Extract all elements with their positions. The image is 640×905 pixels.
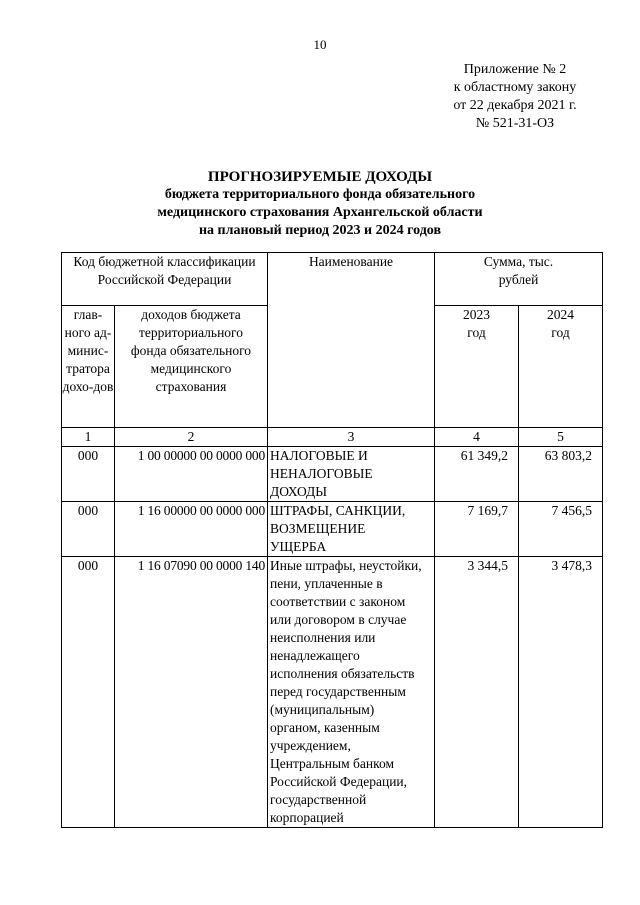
appendix-reference: [440, 61, 590, 133]
header-name: Наименование: [268, 253, 435, 428]
page-number: 10: [313, 37, 327, 52]
value-2024-cell: 7 456,5: [519, 502, 603, 557]
value-2024-cell: 63 803,2: [519, 447, 603, 502]
appendix-line: от 22 декабря 2021 г.: [453, 98, 577, 113]
appendix-line: Приложение № 2: [463, 62, 567, 77]
header-row: [62, 253, 603, 306]
value-2023-cell: 3 344,5: [435, 557, 519, 828]
header-year-2023: 2023 год: [435, 306, 519, 428]
header-year-2024: 2024 год: [519, 306, 603, 428]
income-name-cell: ШТРАФЫ, САНКЦИИ, ВОЗМЕЩЕНИЕ УЩЕРБА: [268, 502, 435, 557]
table-row: [62, 502, 603, 557]
header-income-code: доходов бюджета территориального фонда обязательного медицинского страхования: [115, 306, 268, 428]
income-name-cell: Иные штрафы, неустойки, пени, уплаченные в соответствии с законом или договором в случае неисполнения или ненадлежащего исполнения обязательств перед государственным (муниципальным) органом, казенным учреждением, Центральным банком Российской Федерации, государственной корпорацией: [268, 557, 435, 828]
appendix-line: № 521-31-ОЗ: [475, 116, 555, 131]
income-table: [61, 252, 603, 828]
column-number: 1: [62, 428, 115, 447]
admin-code-cell: 000: [62, 502, 115, 557]
column-number: 3: [268, 428, 435, 447]
table-row: [62, 447, 603, 502]
title-line: бюджета территориального фонда обязательного: [164, 187, 476, 202]
table-row: [62, 557, 603, 828]
column-number-row: [62, 428, 603, 447]
appendix-line: к областному закону: [453, 80, 577, 95]
header-admin: глав-ного ад-минис-тратора дохо-дов: [62, 306, 115, 428]
header-code-group: Код бюджетной классификации Российской Федерации: [62, 253, 268, 306]
document-title: [120, 168, 520, 240]
column-number: 2: [115, 428, 268, 447]
column-number: 4: [435, 428, 519, 447]
value-2023-cell: 7 169,7: [435, 502, 519, 557]
income-code-cell: 1 00 00000 00 0000 000: [115, 447, 268, 502]
income-code-cell: 1 16 07090 00 0000 140: [115, 557, 268, 828]
value-2023-cell: 61 349,2: [435, 447, 519, 502]
value-2024-cell: 3 478,3: [519, 557, 603, 828]
column-number: 5: [519, 428, 603, 447]
title-line: ПРОГНОЗИРУЕМЫЕ ДОХОДЫ: [207, 169, 433, 185]
header-sum-group: Сумма, тыс. рублей: [435, 253, 603, 306]
title-line: на плановый период 2023 и 2024 годов: [198, 223, 442, 238]
income-name-cell: НАЛОГОВЫЕ И НЕНАЛОГОВЫЕ ДОХОДЫ: [268, 447, 435, 502]
income-code-cell: 1 16 00000 00 0000 000: [115, 502, 268, 557]
admin-code-cell: 000: [62, 447, 115, 502]
admin-code-cell: 000: [62, 557, 115, 828]
title-line: медицинского страхования Архангельской области: [157, 205, 483, 220]
